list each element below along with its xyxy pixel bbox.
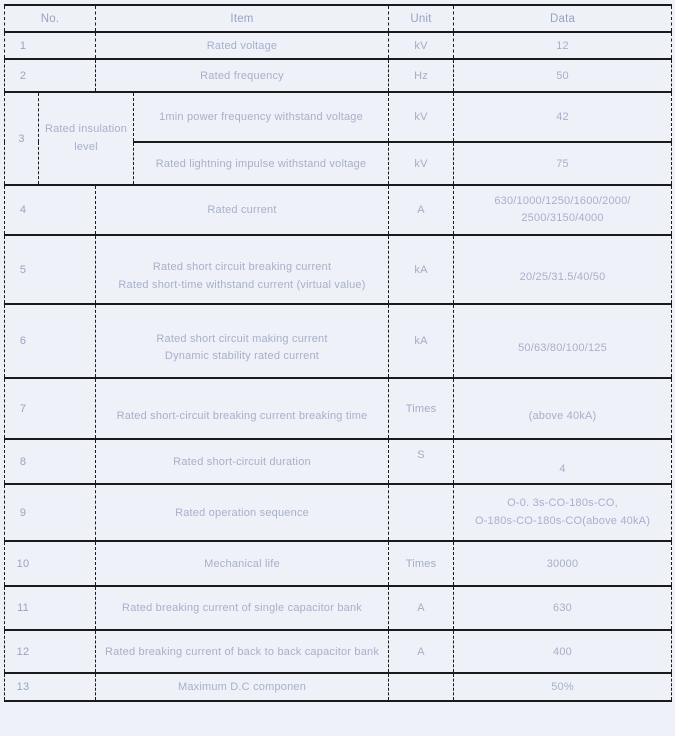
row9-no: 9 [5, 484, 96, 541]
row2-data: 50 [454, 59, 672, 92]
row5-item-line2: Rated short-time withstand current (virtual value) [118, 278, 366, 291]
row8-no: 8 [5, 439, 96, 484]
table-row [5, 304, 672, 378]
row3-no: 3 [5, 92, 39, 185]
row2-unit: Hz [389, 59, 454, 92]
row10-unit: Times [389, 541, 454, 586]
row11-item: Rated breaking current of single capacitor bank [96, 586, 389, 630]
specification-table [4, 4, 672, 702]
row3-sub2-item: Rated lightning impulse withstand voltage [134, 142, 389, 185]
header-no: No. [5, 5, 96, 32]
row10-data: 30000 [454, 541, 672, 586]
row10-item: Mechanical life [96, 541, 389, 586]
row3-sub1-item: 1min power frequency withstand voltage [134, 92, 389, 142]
row1-item: Rated voltage [96, 32, 389, 59]
row11-data: 630 [454, 586, 672, 630]
row6-data: 50/63/80/100/125 [454, 304, 672, 378]
row6-item-line2: Dynamic stability rated current [164, 350, 320, 362]
row12-unit: A [389, 630, 454, 673]
row3-group-label: Rated insulation level [39, 92, 134, 185]
row7-unit: Times [389, 378, 454, 439]
row7-data: (above 40kA) [454, 378, 672, 439]
row6-unit: kA [389, 304, 454, 378]
row1-no: 1 [5, 32, 96, 59]
row5-item [96, 235, 389, 304]
row4-data-line1: 630/1000/1250/1600/2000/ [494, 194, 631, 207]
row3-sub1-unit: kV [389, 92, 454, 142]
row8-unit: S [389, 439, 454, 484]
row4-no: 4 [5, 185, 96, 235]
table-row [5, 32, 672, 59]
row1-unit: kV [389, 32, 454, 59]
row4-data-line2: 2500/3150/4000 [521, 212, 604, 224]
table-row [5, 673, 672, 701]
row7-item: Rated short-circuit breaking current breaking time [96, 378, 389, 439]
header-unit: Unit [389, 5, 454, 32]
row2-no: 2 [5, 59, 96, 92]
row13-data: 50% [454, 673, 672, 701]
header-item: Item [96, 5, 389, 32]
row3-sub1-data: 42 [454, 92, 672, 142]
row13-no: 13 [5, 673, 96, 701]
row8-item: Rated short-circuit duration [96, 439, 389, 484]
table-row [5, 235, 672, 304]
table-row [5, 92, 672, 142]
row3-sub2-unit: kV [389, 142, 454, 185]
table-row [5, 59, 672, 92]
row9-data [454, 484, 672, 541]
row5-unit: kA [389, 235, 454, 304]
header-data: Data [454, 5, 672, 32]
row4-item: Rated current [96, 185, 389, 235]
table-row [5, 630, 672, 673]
row9-item: Rated operation sequence [96, 484, 389, 541]
row9-data-line2: O-180s-CO-180s-CO(above 40kA) [474, 514, 651, 527]
table-row [5, 541, 672, 586]
table-row [5, 484, 672, 541]
row4-unit: A [389, 185, 454, 235]
row4-data [454, 185, 672, 235]
row9-data-line1: O-0. 3s-CO-180s-CO, [507, 497, 618, 510]
row7-no: 7 [5, 378, 96, 439]
row6-item [96, 304, 389, 378]
row3-sub2-data: 75 [454, 142, 672, 185]
row6-no: 6 [5, 304, 96, 378]
row13-item: Maximum D.C componen [96, 673, 389, 701]
row5-no: 5 [5, 235, 96, 304]
table-row [5, 185, 672, 235]
row5-data: 20/25/31.5/40/50 [454, 235, 672, 304]
row11-unit: A [389, 586, 454, 630]
row6-item-line1: Rated short circuit making current [156, 332, 328, 345]
row2-item: Rated frequency [96, 59, 389, 92]
row8-data: 4 [454, 439, 672, 484]
row9-unit [389, 484, 454, 541]
row12-no: 12 [5, 630, 96, 673]
table-row [5, 586, 672, 630]
table-row [5, 378, 672, 439]
row1-data: 12 [454, 32, 672, 59]
row5-item-line1: Rated short circuit breaking current [152, 261, 332, 274]
header-row [5, 5, 672, 32]
row12-data: 400 [454, 630, 672, 673]
table-row [5, 439, 672, 484]
row13-unit [389, 673, 454, 701]
row12-item: Rated breaking current of back to back capacitor bank [96, 630, 389, 673]
row11-no: 11 [5, 586, 96, 630]
row10-no: 10 [5, 541, 96, 586]
